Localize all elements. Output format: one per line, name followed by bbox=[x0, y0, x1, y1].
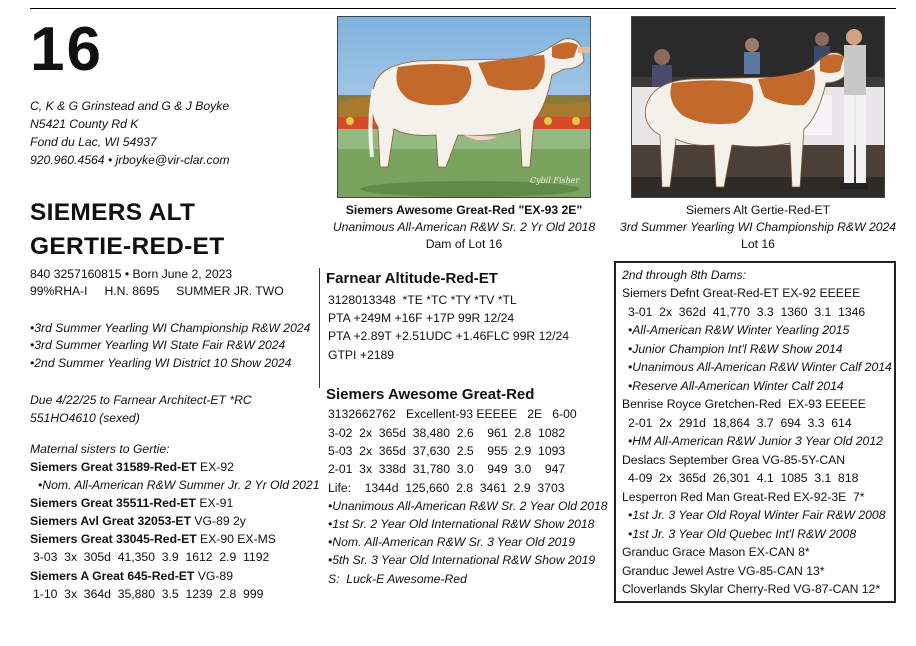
lot-photo-award: 3rd Summer Yearling WI Championship R&W 2024 bbox=[619, 220, 897, 234]
sire-line: PTA +249M +16F +17P 99R 12/24 bbox=[328, 311, 515, 325]
sister-name: Siemers Great 35511-Red-ET bbox=[30, 496, 196, 510]
animal-award: •3rd Summer Yearling WI Championship R&W 2024 bbox=[30, 321, 311, 335]
animal-award: •3rd Summer Yearling WI State Fair R&W 2024 bbox=[30, 338, 286, 352]
consignor-street: N5421 County Rd K bbox=[30, 117, 139, 131]
dam-award: •1st Sr. 2 Year Old International R&W Show 2018 bbox=[328, 517, 595, 531]
animal-name-line1: SIEMERS ALT bbox=[30, 199, 196, 226]
ancestor-dam-name: Deslacs September Grea VG-85-5Y-CAN bbox=[622, 452, 846, 467]
dam-photo-caption: Siemers Awesome Great-Red "EX-93 2E" bbox=[345, 203, 583, 217]
sister-entry bbox=[30, 459, 234, 475]
sister-record: 1-10 3x 364d 35,880 3.5 1239 2.8 999 bbox=[33, 587, 264, 601]
dam-award: •5th Sr. 3 Year Old International R&W Show 2019 bbox=[328, 553, 596, 567]
column-divider bbox=[319, 268, 320, 388]
dam-photo-illustration bbox=[338, 17, 591, 198]
sister-score: EX-91 bbox=[195, 496, 234, 510]
sire-line: 3128013348 *TE *TC *TY *TV *TL bbox=[328, 293, 517, 307]
photo-watermark: Cybil Fisher bbox=[530, 176, 580, 185]
top-rule bbox=[30, 8, 896, 9]
ancestor-dam-name: Granduc Grace Mason EX-CAN 8* bbox=[622, 545, 810, 559]
ancestor-dam-name: Granduc Jewel Astre VG-85-CAN 13* bbox=[622, 563, 825, 578]
dam-award: •Unanimous All-American R&W Sr. 2 Year Old 2018 bbox=[328, 499, 608, 513]
dam-record: 3-02 2x 365d 38,480 2.6 961 2.8 1082 bbox=[328, 426, 566, 440]
lot-photo-illustration bbox=[632, 17, 885, 198]
dam-lifetime-record: Life: 1344d 125,660 2.8 3461 2.9 3703 bbox=[328, 481, 565, 495]
dam-photo bbox=[337, 16, 591, 198]
animal-details: 99%RHA-I H.N. 8695 SUMMER JR. TWO bbox=[30, 284, 284, 298]
sister-score: VG-89 bbox=[194, 569, 233, 583]
sister-name: Siemers Great 31589-Red-ET bbox=[30, 460, 197, 474]
lot-photo-caption: Siemers Alt Gertie-Red-ET bbox=[685, 203, 831, 217]
sister-name: Siemers A Great 645-Red-ET bbox=[30, 569, 195, 583]
ancestor-dam-name: Siemers Defnt Great-Red-ET EX-92 EEEEE bbox=[622, 286, 861, 300]
animal-name-line2: GERTIE-RED-ET bbox=[30, 233, 225, 260]
sister-entry bbox=[30, 531, 276, 547]
sister-note: •Nom. All-American R&W Summer Jr. 2 Yr Old 2021 bbox=[38, 478, 320, 492]
ancestor-dam-name: Lesperron Red Man Great-Red EX-92-3E 7* bbox=[622, 489, 865, 504]
sister-name: Siemers Avl Great 32053-ET bbox=[30, 514, 192, 528]
lot-photo bbox=[631, 16, 885, 198]
ancestor-award: •1st Jr. 3 Year Old Quebec Int'l R&W 2008 bbox=[628, 526, 857, 541]
ancestor-award: •Junior Champion Int'l R&W Show 2014 bbox=[628, 341, 843, 356]
ancestor-dams-heading: 2nd through 8th Dams: bbox=[622, 268, 746, 282]
ancestor-dam-name: Benrise Royce Gretchen-Red EX-93 EEEEE bbox=[622, 397, 866, 411]
animal-registration: 840 3257160815 • Born June 2, 2023 bbox=[30, 267, 233, 281]
consignor-contact: 920.960.4564 • jrboyke@vir-clar.com bbox=[30, 153, 230, 167]
sister-name: Siemers Great 33045-Red-ET bbox=[30, 532, 197, 546]
ancestor-award: •Reserve All-American Winter Calf 2014 bbox=[628, 378, 844, 393]
lot-number: 16 bbox=[30, 15, 103, 84]
ancestor-record: 4-09 2x 365d 26,301 4.1 1085 3.1 818 bbox=[628, 471, 859, 485]
dam-record: 5-03 2x 365d 37,630 2.5 955 2.9 1093 bbox=[328, 444, 566, 458]
due-date-line: Due 4/22/25 to Farnear Architect-ET *RC bbox=[30, 393, 252, 407]
dam-registration: 3132662762 Excellent-93 EEEEE 2E 6-00 bbox=[328, 407, 577, 421]
ancestor-record: 3-01 2x 362d 41,770 3.3 1360 3.1 1346 bbox=[628, 304, 866, 319]
ancestor-award: •Unanimous All-American R&W Winter Calf 2014 bbox=[628, 360, 892, 374]
ancestor-award: •HM All-American R&W Junior 3 Year Old 2012 bbox=[628, 434, 883, 448]
dam-photo-award: Unanimous All-American R&W Sr. 2 Yr Old 2018 bbox=[332, 220, 596, 234]
animal-award: •2nd Summer Yearling WI District 10 Show 2024 bbox=[30, 356, 292, 370]
sister-score: EX-92 bbox=[196, 460, 234, 474]
sister-score: VG-89 2y bbox=[191, 514, 246, 528]
lot-photo-label: Lot 16 bbox=[741, 237, 775, 251]
sire-name: Farnear Altitude-Red-ET bbox=[326, 270, 498, 287]
dam-award: •Nom. All-American R&W Sr. 3 Year Old 2019 bbox=[328, 535, 575, 549]
maternal-heading: Maternal sisters to Gertie: bbox=[30, 442, 170, 456]
dam-name: Siemers Awesome Great-Red bbox=[326, 386, 535, 403]
ancestor-award: •All-American R&W Winter Yearling 2015 bbox=[628, 323, 850, 337]
ancestor-record: 2-01 2x 291d 18,864 3.7 694 3.3 614 bbox=[628, 415, 852, 430]
sister-entry bbox=[30, 568, 233, 584]
ancestor-award: •1st Jr. 3 Year Old Royal Winter Fair R&W 2008 bbox=[628, 508, 886, 522]
consignor-name: C, K & G Grinstead and G & J Boyke bbox=[30, 99, 230, 113]
due-naab-code: 551HO4610 (sexed) bbox=[30, 411, 140, 425]
sire-line: PTA +2.89T +2.51UDC +1.46FLC 99R 12/24 bbox=[328, 329, 570, 343]
dam-photo-label: Dam of Lot 16 bbox=[425, 237, 503, 251]
sister-record: 3-03 3x 305d 41,350 3.9 1612 2.9 1192 bbox=[33, 550, 270, 564]
sire-line: GTPI +2189 bbox=[328, 348, 395, 362]
sister-score: EX-90 EX-MS bbox=[196, 532, 276, 546]
sister-entry bbox=[30, 495, 233, 511]
sister-entry bbox=[30, 513, 246, 529]
dam-sire: S: Luck-E Awesome-Red bbox=[328, 572, 467, 586]
ancestor-dam-name: Cloverlands Skylar Cherry-Red VG-87-CAN 12* bbox=[622, 582, 881, 596]
dam-record: 2-01 3x 338d 31,780 3.0 949 3.0 947 bbox=[328, 462, 566, 476]
consignor-city: Fond du Lac, WI 54937 bbox=[30, 135, 157, 149]
